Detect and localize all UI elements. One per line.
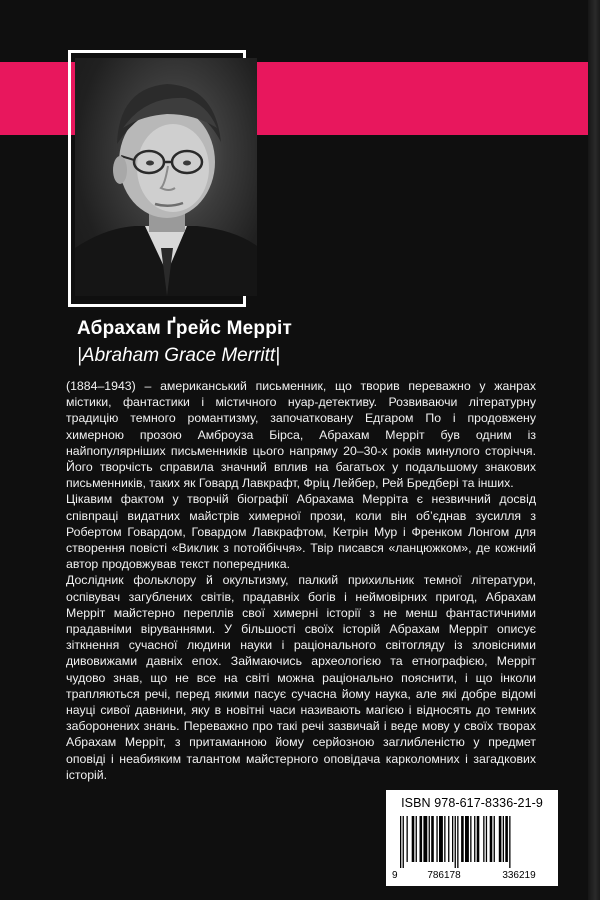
barcode-bar: [407, 816, 408, 862]
barcode-bar: [477, 816, 480, 862]
isbn-number: ISBN 978-617-8336-21-9: [401, 796, 543, 810]
author-portrait: [75, 58, 257, 296]
barcode-bar: [423, 816, 427, 862]
barcode-bar: [494, 816, 495, 862]
author-biography: [66, 378, 536, 783]
author-name: Абрахам Ґрейс Мерріт: [77, 318, 292, 339]
barcode-bars: [394, 816, 550, 868]
barcode-bar: [470, 816, 471, 862]
barcode-digits: [392, 870, 552, 881]
barcode-panel: [386, 790, 558, 886]
barcode-bar: [416, 816, 417, 862]
barcode-bar: [429, 816, 430, 862]
barcode-bar: [448, 816, 449, 862]
barcode-digit-group-right: 336219: [486, 870, 552, 881]
barcode-bar: [452, 816, 453, 862]
barcode-bar: [474, 816, 475, 862]
barcode-bar: [412, 816, 415, 862]
barcode-bar: [455, 816, 456, 868]
barcode-bar: [403, 816, 404, 868]
barcode-bar: [420, 816, 423, 862]
spine-edge: [588, 0, 600, 900]
barcode-bar: [486, 816, 487, 862]
author-name-latin: |Abraham Grace Merritt|: [77, 345, 281, 366]
bio-paragraph: (1884–1943) – американський письменник, що творив переважно у жанрах містики, фантастики і містичного нуар-детективу. Розвиваючи літературну традицію темного романтизму, започатковану Едгаром По і продовжену химерною прозою Амброуза Бірса, Абрахам Мерріт був одним із найпопулярніших письменників цього напряму 20–30-х років минулого сторіччя. Його творчість справила значний вплив на багатьох у подальшому знакових письменників, таких як Говард Лавкрафт, Фріц Лейбер, Рей Бредбері та інших.: [66, 379, 536, 491]
barcode-bar: [444, 816, 445, 862]
barcode-digit-group-left: 786178: [411, 870, 477, 881]
barcode-bar: [461, 816, 464, 862]
barcode-bar: [436, 816, 437, 862]
barcode-bar: [439, 816, 443, 862]
barcode-bar: [483, 816, 484, 862]
barcode-bar: [503, 816, 504, 862]
barcode-bar: [465, 816, 469, 862]
barcode-digit-first: 9: [392, 870, 398, 881]
bio-paragraph: Цікавим фактом у творчій біографії Абрахама Мерріта є незвичний досвід співпраці видатних майстрів химерної прози, коли він об’єднав зусилля з Робертом Говардом, Говардом Лавкрафтом, Кетрін Мур і Френком Лонгом для створення повісті «Виклик з потойбіччя». Твір писався «ланцюжком», де кожний автор продовжував текст попередника.: [66, 492, 536, 572]
author-portrait-drawing: [75, 58, 257, 296]
barcode-bar: [490, 816, 493, 862]
barcode-bar: [431, 816, 434, 862]
barcode-bar: [499, 816, 502, 862]
barcode-bar: [400, 816, 401, 868]
barcode-bar: [505, 816, 508, 862]
barcode-bar: [509, 816, 510, 868]
bio-paragraph: Дослідник фольклору й окультизму, палкий прихильник темної літератури, оспівувач загублених світів, прадавніх богів і неймовірних пригод, Абрахам Мерріт майстерно переплів свої химерні історії з не менш фантастичними прадавніми віруваннями. У більшості своїх історій Абрахам Мерріт описує зіткнення сучасної людини науки і раціонального світогляду із зловісними дивовижами давніх епох. Займаючись археологією та етнографією, Мерріт чудово знав, що не все на світі можна раціонально пояснити, і що інколи трапляються речі, перед якими пасує сучасна йому наука, але які добре відомі науці сивої давнини, яку в новітні часи називають магією і відносять до темних заборонених знань. Переважно про такі речі зазвичай і веде мову у своїх творах Абрахам Мерріт, з притаманною йому серйозною заглибленістю у предмет оповіді і неабияким талантом майстерного оповідача карколомних і загадкових історій.: [66, 573, 536, 782]
barcode-bar: [457, 816, 458, 868]
